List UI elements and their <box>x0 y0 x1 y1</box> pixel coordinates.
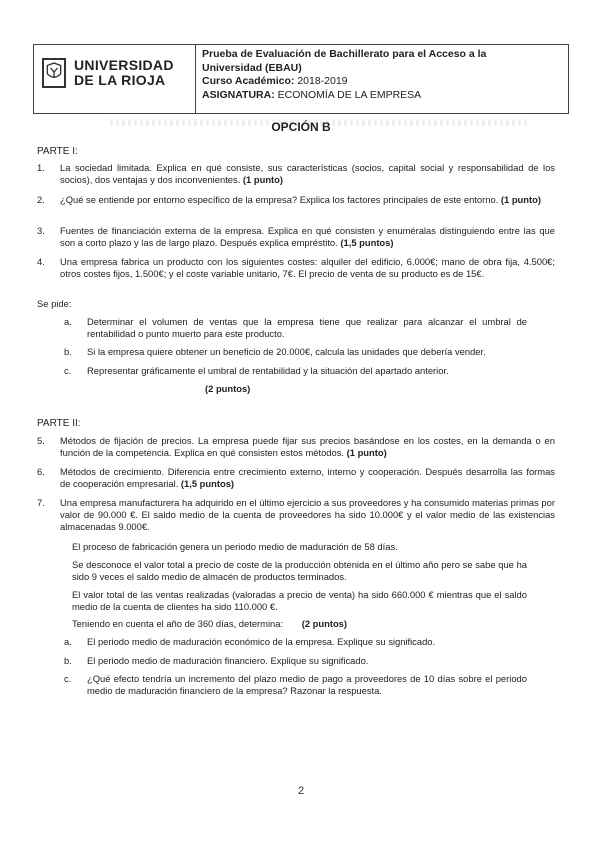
question-body: Fuentes de financiación externa de la empresa. Explica en qué consisten y enuméralas distinguiendo entre las que son a corto plazo y las de largo plazo. Después explica empréstito. <box>60 225 555 249</box>
subquestion-letter: a. <box>64 316 72 327</box>
subquestion-letter: c. <box>64 365 72 376</box>
question-body: La sociedad limitada. Explica en qué consiste, sus características (socios, capital social y responsabilidad de los socios), dos ventajas y dos inconvenientes. <box>60 162 555 186</box>
subquestion-text: El periodo medio de maduración económico de la empresa. Explique su significado. <box>87 636 436 647</box>
subquestion-letter: a. <box>64 636 72 647</box>
university-name-line2: DE LA RIOJA <box>74 72 166 88</box>
question-number: 1. <box>37 162 45 173</box>
problem-paragraph-2: Se desconoce el valor total a precio de coste de la producción obtenida en el último año pero se sabe que ha sido 9 veces el saldo medio de almacén de productos terminados. <box>72 559 527 583</box>
question-points: (1,5 puntos) <box>180 478 235 490</box>
question-number: 3. <box>37 225 45 236</box>
determine-line <box>72 618 527 630</box>
subquestion-text: ¿Qué efecto tendría un incremento del plazo medio de pago a proveedores de 10 días sobre el periodo medio de maduración financiero de la empresa? Razonar la respuesta. <box>87 673 527 697</box>
question-number: 5. <box>37 435 45 446</box>
question-points: (1 punto) <box>500 194 541 205</box>
subquestion-text: El periodo medio de maduración financiero. Explique su significado. <box>87 655 369 666</box>
problem-paragraph-3: El valor total de las ventas realizadas (valoradas a precio de venta) ha sido 660.000 € mientras que el saldo medio de la cuenta de clientes ha sido 110.000 €. <box>72 589 527 613</box>
question-points: (1,5 puntos) <box>340 237 394 249</box>
part1-total-points: (2 puntos) <box>205 383 251 394</box>
question-body: Una empresa fabrica un producto con los siguientes costes: alquiler del edificio, 6.000€; mano de obra fija, 4.500€; otros costes fijos, 1.500€; y el coste variable unitario, 7€. El precio de venta de su producto es de 15€. <box>60 256 555 280</box>
subject-value: ECONOMÍA DE LA EMPRESA <box>277 88 422 101</box>
course-value: 2018-2019 <box>297 75 348 87</box>
question-text <box>60 497 555 534</box>
question-body: Una empresa manufacturera ha adquirido en el último ejercicio a sus proveedores y ha consumido materias primas por valor de 90.000 €. El saldo medio de la cuenta de proveedores ha sido 10.000€ y el valor medio de las existencias almacenadas 9.000€. <box>60 497 555 533</box>
question-number: 6. <box>37 466 45 477</box>
question-text <box>60 435 555 459</box>
course-label: Curso Académico: <box>202 75 295 87</box>
subquestion-letter: b. <box>64 346 72 357</box>
university-name-line1: UNIVERSIDAD <box>74 57 174 73</box>
determine-points: (2 puntos) <box>301 618 348 629</box>
page-number: 2 <box>297 785 305 797</box>
subquestion-text: Determinar el volumen de ventas que la empresa tiene que realizar para alcanzar el umbral de rentabilidad o punto muerto para este producto. <box>87 316 527 340</box>
determine-text: Teniendo en cuenta el año de 360 días, determina: <box>72 618 284 629</box>
question-body: ¿Qué se entiende por entorno específico de la empresa? Explica los factores principales de este entorno. <box>60 194 499 205</box>
subject-label: ASIGNATURA: <box>202 88 275 101</box>
se-pide-label: Se pide: <box>37 298 72 309</box>
question-points: (1 punto) <box>346 447 387 459</box>
question-number: 2. <box>37 194 45 205</box>
problem-paragraph-1: El proceso de fabricación genera un periodo medio de maduración de 58 días. <box>72 541 398 552</box>
subquestion-letter: c. <box>64 673 72 684</box>
question-number: 7. <box>37 497 45 508</box>
subquestion-letter: b. <box>64 655 72 666</box>
question-text <box>60 466 555 490</box>
question-number: 4. <box>37 256 45 267</box>
exam-title-line2: Universidad (EBAU) <box>202 61 302 74</box>
question-points: (1 punto) <box>242 174 284 186</box>
part1-heading: PARTE I: <box>37 146 78 157</box>
option-title: OPCIÓN B <box>271 120 331 134</box>
question-body: Métodos de fijación de precios. La empresa puede fijar sus precios basándose en los costes, en la demanda o en función de la competencia. Explica en qué consisten estos métodos. <box>60 435 555 459</box>
exam-title-line1: Prueba de Evaluación de Bachillerato para el Acceso a la <box>202 48 487 60</box>
question-body: Métodos de crecimiento. Diferencia entre crecimiento externo, interno y cooperación. Después desarrolla las formas de cooperación empresarial. <box>60 466 555 490</box>
part2-heading: PARTE II: <box>37 418 81 429</box>
subquestion-text: Si la empresa quiere obtener un beneficio de 20.000€, calcula las unidades que debería vender. <box>87 346 486 357</box>
subquestion-text: Representar gráficamente el umbral de rentabilidad y la situación del apartado anterior. <box>87 365 449 376</box>
